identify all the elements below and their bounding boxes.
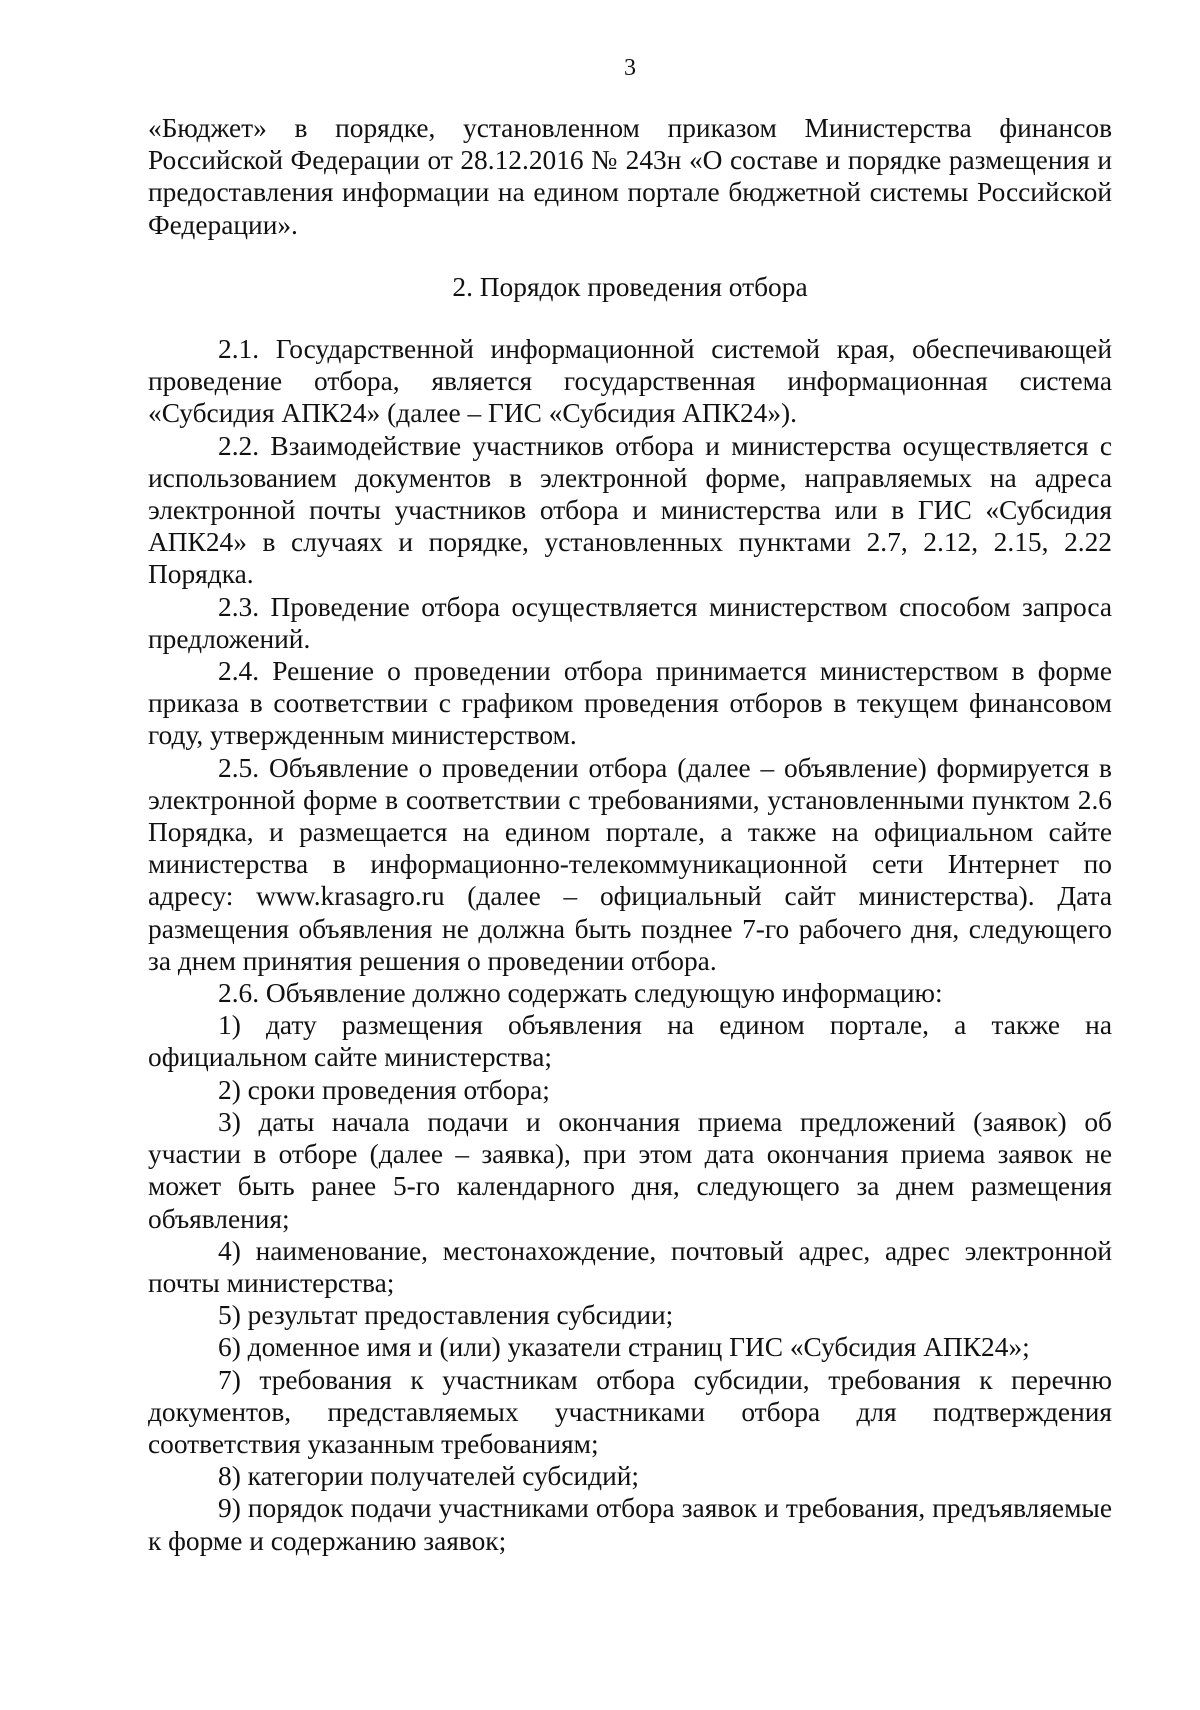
- section-title: 2. Порядок проведения отбора: [452, 271, 808, 302]
- list-item-5: 5) результат предоставления субсидии;: [218, 1300, 674, 1331]
- list-item-9: 9) порядок подачи участниками отбора заявок и требования, предъявляемые к форме и содержанию заявок;: [148, 1493, 1112, 1556]
- intro-paragraph: «Бюджет» в порядке, установленном приказом Министерства финансов Российской Федерации от 28.12.2016 № 243н «О составе и порядке размещения и предоставления информации на едином портале бюджетной системы Российской Федерации».: [148, 113, 1112, 240]
- list-item-8: 8) категории получателей субсидий;: [218, 1461, 640, 1492]
- paragraph-2-3: 2.3. Проведение отбора осуществляется министерством способом запроса предложений.: [148, 591, 1112, 654]
- list-item-1: 1) дату размещения объявления на едином портале, а также на официальном сайте министерства;: [148, 1010, 1112, 1073]
- paragraph-2-1: 2.1. Государственной информационной системой края, обеспечивающей проведение отбора, является государственная информационная система «Субсидия АПК24» (далее – ГИС «Субсидия АПК24»).: [148, 334, 1112, 429]
- paragraph-2-5: 2.5. Объявление о проведении отбора (далее – объявление) формируется в электронной форме в соответствии с требованиями, установленными пунктом 2.6 Порядка, и размещается на едином портале, а также на официальном сайте министерства в информационно-телекоммуникационной сети Интернет по адресу: www.krasagro.ru (далее – официальный сайт министерства). Дата размещения объявления не должна быть позднее 7-го рабочего дня, следующего за днем принятия решения о проведении отбора.: [148, 752, 1112, 976]
- document-page: [148, 0, 1112, 1710]
- page-number: 3: [624, 55, 636, 81]
- list-item-3: 3) даты начала подачи и окончания приема предложений (заявок) об участии в отборе (далее – заявка), при этом дата окончания приема заявок не может быть ранее 5-го календарного дня, следующего за днем размещения объявления;: [148, 1106, 1112, 1234]
- paragraph-2-6: 2.6. Объявление должно содержать следующую информацию:: [218, 978, 943, 1009]
- list-item-4: 4) наименование, местонахождение, почтовый адрес, адрес электронной почты министерства;: [148, 1235, 1112, 1298]
- paragraph-2-4: 2.4. Решение о проведении отбора принимается министерством в форме приказа в соответствии с графиком проведения отборов в текущем финансовом году, утвержденным министерством.: [148, 656, 1112, 751]
- document-body: [148, 112, 1112, 1557]
- list-item-6: 6) доменное имя и (или) указатели страниц ГИС «Субсидия АПК24»;: [218, 1332, 1030, 1363]
- list-item-7: 7) требования к участникам отбора субсидии, требования к перечню документов, представляемых участниками отбора для подтверждения соответствия указанным требованиям;: [148, 1364, 1112, 1459]
- paragraph-2-2: 2.2. Взаимодействие участников отбора и министерства осуществляется с использованием документов в электронной форме, направляемых на адреса электронной почты участников отбора и министерства или в ГИС «Субсидия АПК24» в случаях и порядке, установленных пунктами 2.7, 2.12, 2.15, 2.22 Порядка.: [148, 430, 1112, 590]
- list-item-2: 2) сроки проведения отбора;: [218, 1074, 550, 1105]
